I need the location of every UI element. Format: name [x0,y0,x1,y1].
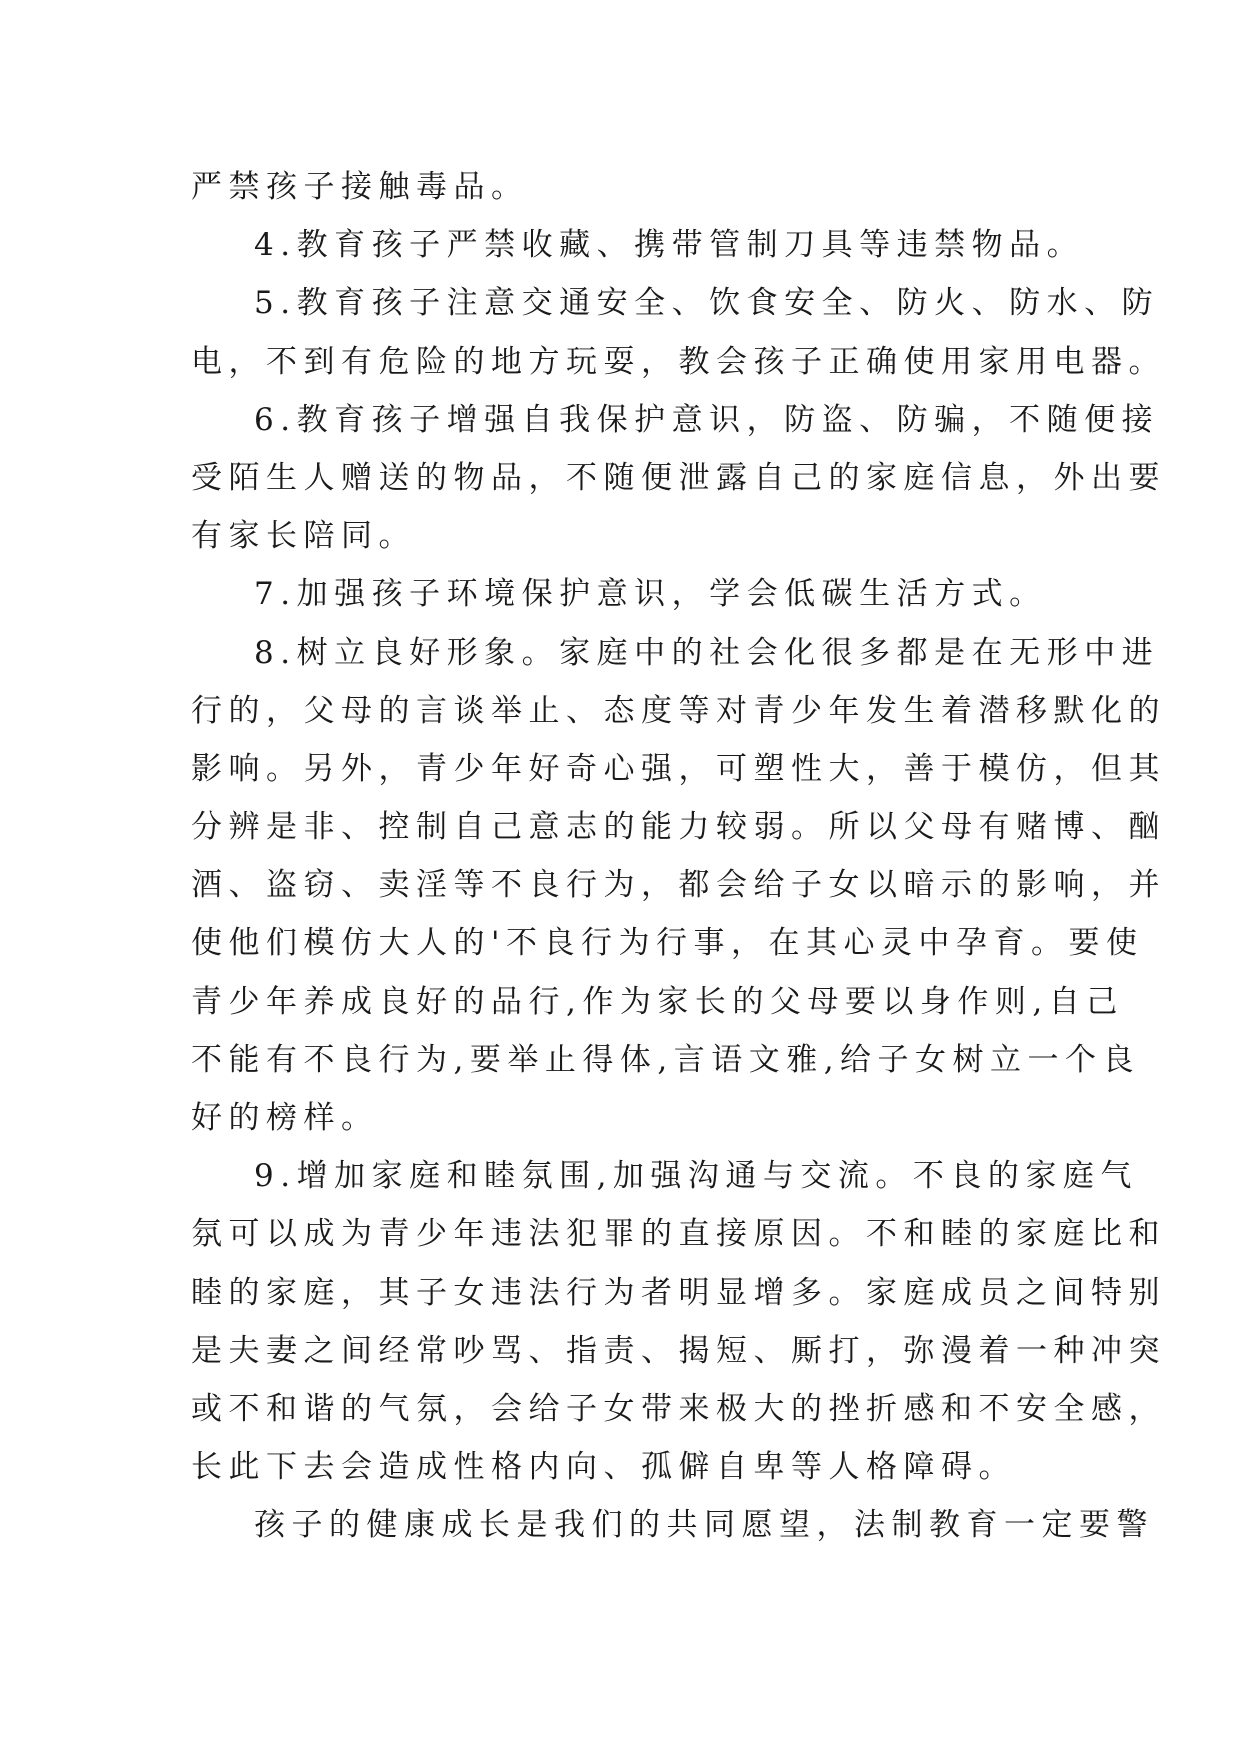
text-line: 7.加强孩子环境保护意识，学会低碳生活方式。 [254,576,1047,613]
text-line: 8.树立良好形象。家庭中的社会化很多都是在无形中进 [254,634,1160,671]
text-line: 孩子的健康成长是我们的共同愿望，法制教育一定要警 [254,1507,1154,1544]
text-line: 长此下去会造成性格内向、孤僻自卑等人格障碍。 [191,1449,1016,1486]
text-line: 或不和谐的气氛，会给子女带来极大的挫折感和不安全感， [191,1390,1166,1427]
text-line: 4.教育孩子严禁收藏、携带管制刀具等违禁物品。 [254,227,1085,264]
text-line: 好的榜样。 [191,1100,379,1136]
text-line: 睦的家庭，其子女违法行为者明显增多。家庭成员之间特别 [191,1274,1166,1311]
text-line: 行的，父母的言谈举止、态度等对青少年发生着潜移默化的 [191,692,1166,729]
text-line: 是夫妻之间经常吵骂、指责、揭短、厮打，弥漫着一种冲突 [191,1332,1166,1369]
text-line: 5.教育孩子注意交通安全、饮食安全、防火、防水、防 [254,285,1160,322]
text-line: 受陌生人赠送的物品，不随便泄露自己的家庭信息，外出要 [191,459,1166,496]
text-line: 氛可以成为青少年违法犯罪的直接原因。不和睦的家庭比和 [191,1216,1166,1253]
text-line: 有家长陪同。 [191,518,416,555]
text-line: 酒、盗窃、卖淫等不良行为，都会给子女以暗示的影响，并 [191,867,1166,904]
text-line: 严禁孩子接触毒品。 [191,169,529,205]
text-line: 影响。另外，青少年好奇心强，可塑性大，善于模仿，但其 [191,750,1166,787]
text-line: 分辨是非、控制自己意志的能力较弱。所以父母有赌博、酗 [191,809,1166,846]
document-body [191,158,1166,1555]
text-line: 6.教育孩子增强自我保护意识，防盗、防骗，不随便接 [254,401,1160,438]
text-line: 不能有不良行为,要举止得体,言语文雅,给子女树立一个良 [191,1041,1141,1078]
text-line: 使他们模仿大人的'不良行为行事，在其心灵中孕育。要使 [191,925,1144,962]
text-line: 9.增加家庭和睦氛围,加强沟通与交流。不良的家庭气 [254,1158,1138,1195]
text-line: 电，不到有危险的地方玩耍，教会孩子正确使用家用电器。 [191,343,1166,380]
text-line: 青少年养成良好的品行,作为家长的父母要以身作则,自己 [191,983,1124,1020]
